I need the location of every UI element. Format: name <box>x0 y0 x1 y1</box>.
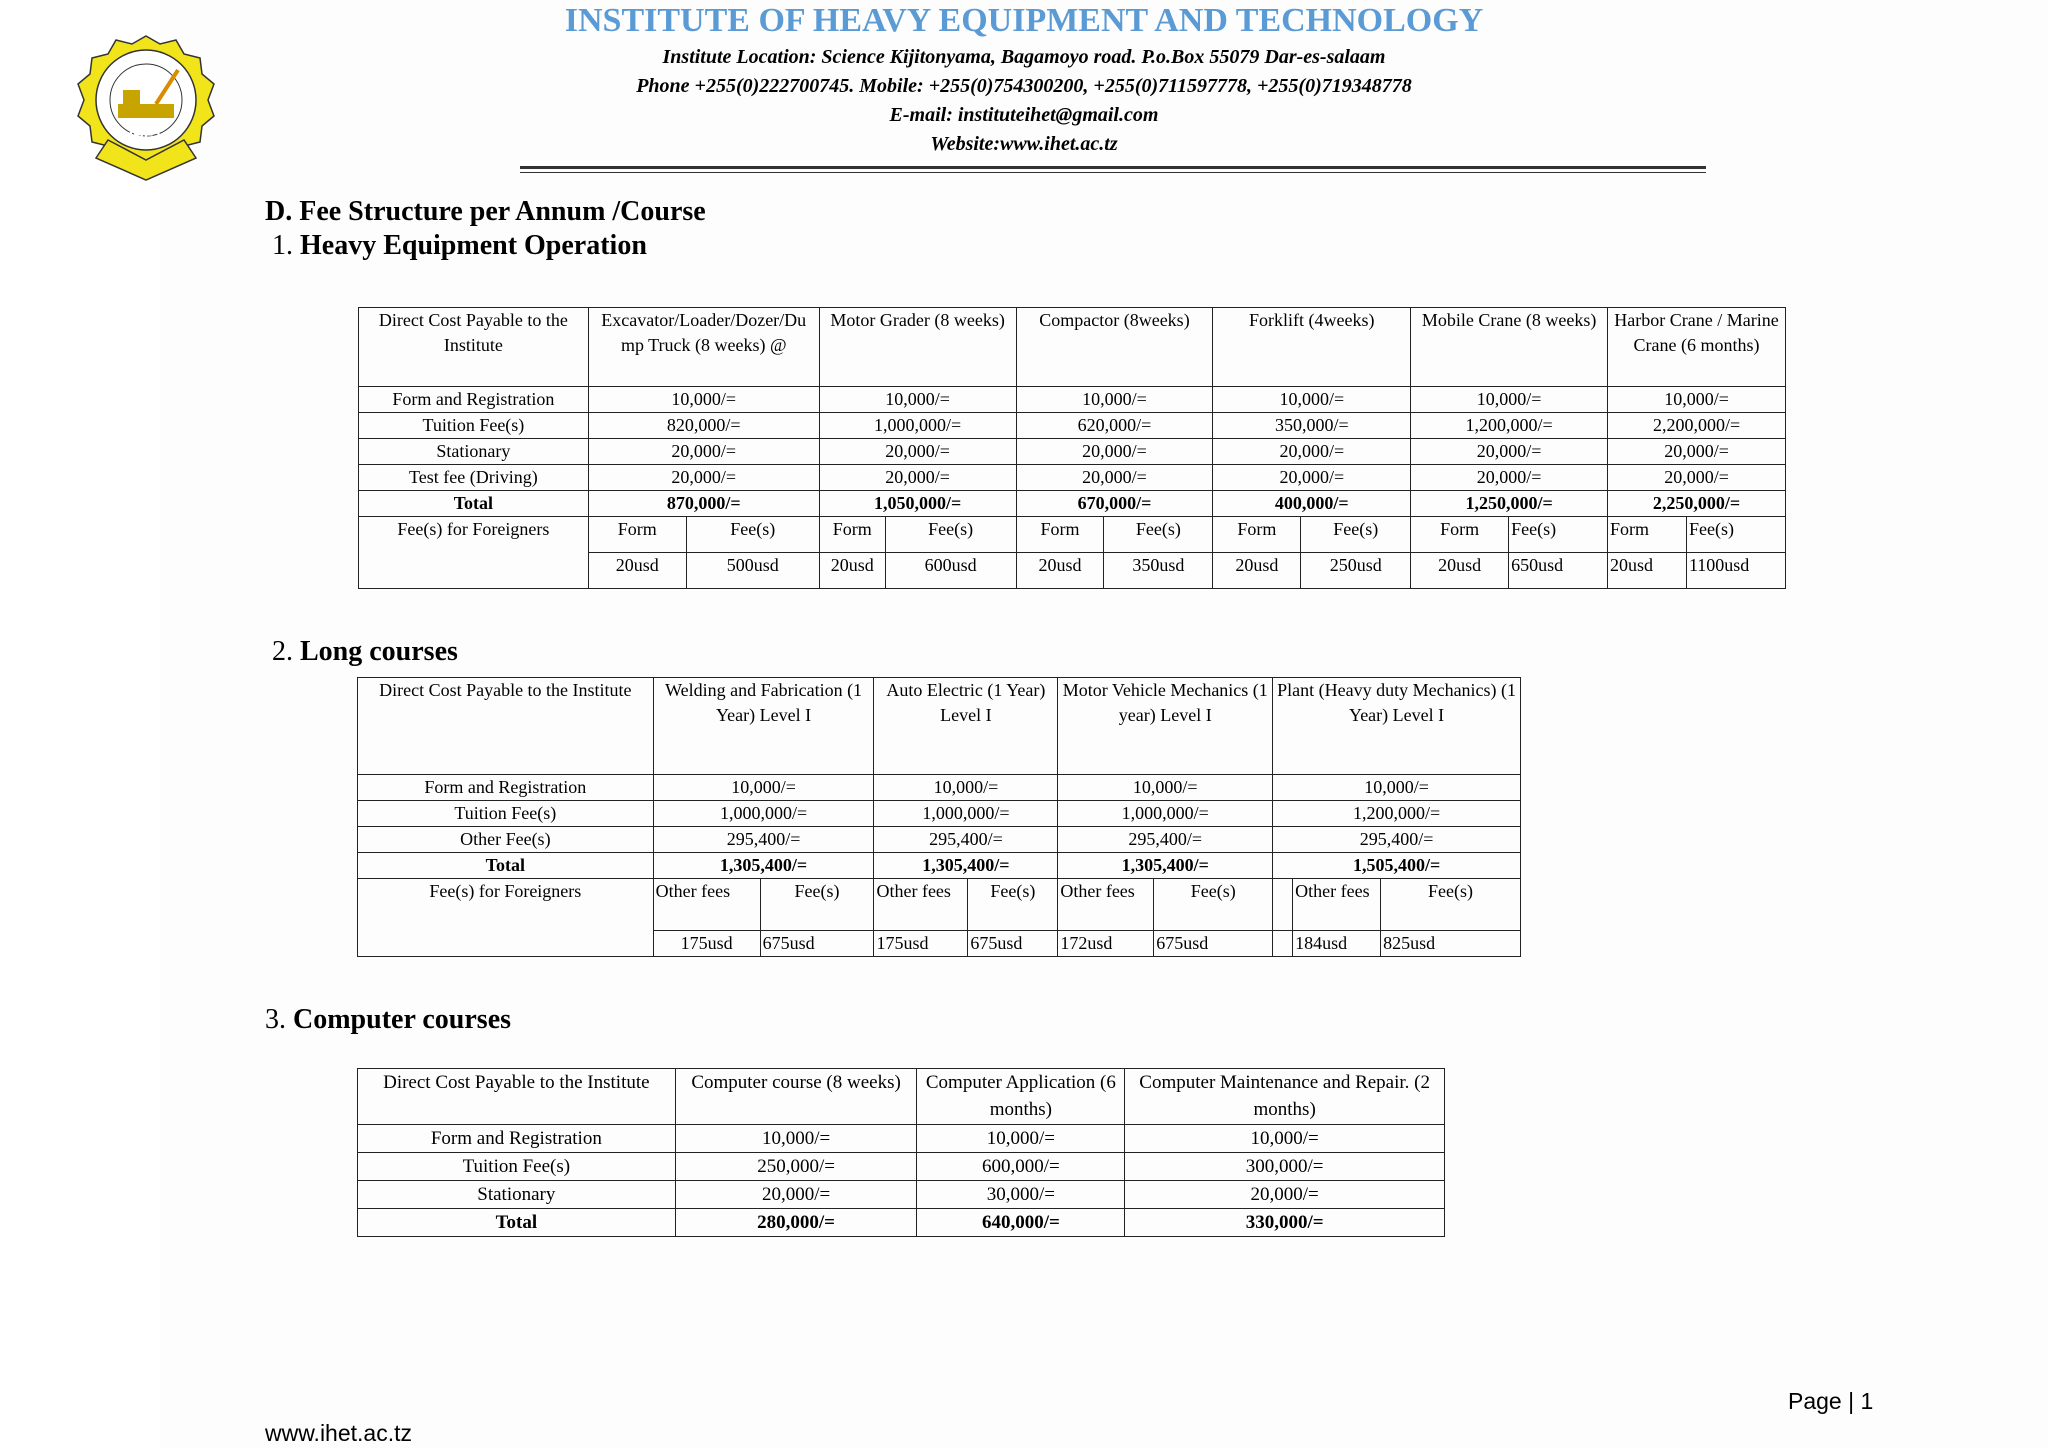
fee-cell: 295,400/= <box>1058 827 1273 853</box>
fee-cell: 10,000/= <box>653 775 874 801</box>
foreign-course-fee: 500usd <box>686 553 819 589</box>
computer-title: Computer courses <box>293 1004 512 1035</box>
institute-location: Institute Location: Science Kijitonyama, Bagamoyo road. P.o.Box 55079 Dar-es-salaam <box>662 46 1386 68</box>
heavy-title: Heavy Equipment Operation <box>300 230 647 261</box>
computer-fee-table <box>357 1068 1445 1237</box>
foreign-fee-head: Fee(s) <box>686 517 819 553</box>
course-header: Computer course (8 weeks) <box>675 1069 917 1125</box>
institute-title: INSTITUTE OF HEAVY EQUIPMENT AND TECHNOLOGY <box>564 2 1484 39</box>
row-label: Stationary <box>358 1181 676 1209</box>
total-cell: 640,000/= <box>917 1209 1125 1237</box>
total-cell: 330,000/= <box>1125 1209 1445 1237</box>
foreign-form-fee: 20usd <box>1411 553 1509 589</box>
table-row <box>359 387 1786 413</box>
fee-cell: 20,000/= <box>1125 1181 1445 1209</box>
computer-number: 3. <box>265 1004 286 1035</box>
table-row <box>358 775 1521 801</box>
foreign-course-fee: 350usd <box>1104 553 1213 589</box>
total-row <box>358 1209 1445 1237</box>
foreign-course-fee: 1100usd <box>1686 553 1785 589</box>
fee-cell: 300,000/= <box>1125 1153 1445 1181</box>
fee-cell: 1,200,000/= <box>1411 413 1608 439</box>
total-label: Total <box>359 491 589 517</box>
foreign-fee-head: Fee(s) <box>885 517 1016 553</box>
foreign-label: Fee(s) for Foreigners <box>359 517 589 589</box>
fee-cell: 620,000/= <box>1016 413 1213 439</box>
fee-cell: 10,000/= <box>1608 387 1786 413</box>
table-row <box>359 439 1786 465</box>
table-header-row <box>359 308 1786 387</box>
fee-cell: 10,000/= <box>1273 775 1521 801</box>
footer-website: www.ihet.ac.tz <box>265 1420 412 1446</box>
total-cell: 280,000/= <box>675 1209 917 1237</box>
total-row <box>358 853 1521 879</box>
row-label: Stationary <box>359 439 589 465</box>
long-title: Long courses <box>300 636 458 667</box>
fee-cell: 250,000/= <box>675 1153 917 1181</box>
course-header: Auto Electric (1 Year) Level I <box>874 678 1058 775</box>
table-header-row <box>358 1069 1445 1125</box>
fee-cell: 600,000/= <box>917 1153 1125 1181</box>
fee-cell: 20,000/= <box>1213 465 1411 491</box>
fee-cell: 10,000/= <box>819 387 1016 413</box>
total-cell: 670,000/= <box>1016 491 1213 517</box>
fee-cell: 820,000/= <box>588 413 819 439</box>
table-row <box>358 827 1521 853</box>
foreign-form-head: Form <box>819 517 885 553</box>
total-cell: 870,000/= <box>588 491 819 517</box>
course-header: Forklift (4weeks) <box>1213 308 1411 387</box>
fee-cell: 295,400/= <box>1273 827 1521 853</box>
fee-cell: 20,000/= <box>675 1181 917 1209</box>
fee-cell: 10,000/= <box>1016 387 1213 413</box>
fee-cell: 20,000/= <box>819 439 1016 465</box>
header-rule <box>520 166 1706 169</box>
fee-cell: 10,000/= <box>1058 775 1273 801</box>
header-label: Direct Cost Payable to the Institute <box>359 308 589 387</box>
table-row <box>359 413 1786 439</box>
table-row <box>358 1153 1445 1181</box>
foreign-course-fee: 675usd <box>968 931 1058 957</box>
total-cell: 1,305,400/= <box>1058 853 1273 879</box>
foreign-form-head: Form <box>1016 517 1104 553</box>
row-label: Tuition Fee(s) <box>358 1153 676 1181</box>
foreign-fee-head: Fee(s) <box>760 879 874 931</box>
foreign-other-fee: 172usd <box>1058 931 1154 957</box>
foreign-other-head: Other fees <box>653 879 760 931</box>
fee-cell: 10,000/= <box>917 1125 1125 1153</box>
long-heading <box>272 636 458 668</box>
fee-cell: 10,000/= <box>874 775 1058 801</box>
header-label: Direct Cost Payable to the Institute <box>358 1069 676 1125</box>
fee-cell: 20,000/= <box>819 465 1016 491</box>
foreign-head-row <box>358 879 1521 931</box>
fee-cell: 20,000/= <box>1016 465 1213 491</box>
fee-cell: 1,200,000/= <box>1273 801 1521 827</box>
foreign-fee-head: Fee(s) <box>1509 517 1608 553</box>
foreign-fee-head: Fee(s) <box>1381 879 1521 931</box>
table-header-row <box>358 678 1521 775</box>
course-header: Harbor Crane / Marine Crane (6 months) <box>1608 308 1786 387</box>
total-cell: 1,250,000/= <box>1411 491 1608 517</box>
foreign-form-fee: 20usd <box>588 553 686 589</box>
computer-heading <box>265 1004 511 1036</box>
row-label: Form and Registration <box>358 1125 676 1153</box>
fee-cell: 20,000/= <box>1213 439 1411 465</box>
fee-cell: 1,000,000/= <box>874 801 1058 827</box>
fee-cell: 10,000/= <box>588 387 819 413</box>
foreign-other-fee: 184usd <box>1293 931 1381 957</box>
fee-cell: 1,000,000/= <box>653 801 874 827</box>
foreign-fee-head: Fee(s) <box>1154 879 1273 931</box>
total-label: Total <box>358 1209 676 1237</box>
foreign-fee-head: Fee(s) <box>1104 517 1213 553</box>
fee-cell: 1,000,000/= <box>819 413 1016 439</box>
foreign-fee-head: Fee(s) <box>968 879 1058 931</box>
long-number: 2. <box>272 636 293 667</box>
course-header: Computer Maintenance and Repair. (2 months) <box>1125 1069 1445 1125</box>
fee-cell: 20,000/= <box>588 439 819 465</box>
foreign-spacer <box>1273 879 1293 931</box>
fee-cell: 295,400/= <box>874 827 1058 853</box>
logo-text: IHET <box>128 127 164 144</box>
fee-cell: 20,000/= <box>1411 439 1608 465</box>
foreign-other-head: Other fees <box>1058 879 1154 931</box>
total-row <box>359 491 1786 517</box>
header-rule-thin <box>520 172 1706 173</box>
course-header: Computer Application (6 months) <box>917 1069 1125 1125</box>
fee-cell: 10,000/= <box>675 1125 917 1153</box>
foreign-other-head: Other fees <box>874 879 968 931</box>
table-row <box>358 801 1521 827</box>
fee-cell: 350,000/= <box>1213 413 1411 439</box>
foreign-course-fee: 650usd <box>1509 553 1608 589</box>
fee-cell: 20,000/= <box>1608 439 1786 465</box>
course-header: Plant (Heavy duty Mechanics) (1 Year) Level I <box>1273 678 1521 775</box>
page-number: Page | 1 <box>1788 1388 1874 1414</box>
foreign-fee-head: Fee(s) <box>1301 517 1411 553</box>
foreign-form-fee: 20usd <box>819 553 885 589</box>
fee-cell: 295,400/= <box>653 827 874 853</box>
row-label: Tuition Fee(s) <box>358 801 654 827</box>
course-header: Welding and Fabrication (1 Year) Level I <box>653 678 874 775</box>
fee-cell: 2,200,000/= <box>1608 413 1786 439</box>
foreign-form-fee: 20usd <box>1016 553 1104 589</box>
table-row <box>359 465 1786 491</box>
institute-phone: Phone +255(0)222700745. Mobile: +255(0)754300200, +255(0)711597778, +255(0)719348778 <box>636 75 1412 97</box>
course-header: Compactor (8weeks) <box>1016 308 1213 387</box>
foreign-course-fee: 600usd <box>885 553 1016 589</box>
fee-cell: 20,000/= <box>588 465 819 491</box>
foreign-other-fee: 175usd <box>874 931 968 957</box>
row-label: Tuition Fee(s) <box>359 413 589 439</box>
heavy-number: 1. <box>272 230 293 261</box>
long-fee-table <box>357 677 1521 957</box>
total-cell: 400,000/= <box>1213 491 1411 517</box>
heavy-heading <box>272 230 647 262</box>
row-label: Test fee (Driving) <box>359 465 589 491</box>
foreign-form-fee: 20usd <box>1608 553 1687 589</box>
foreign-spacer <box>1273 931 1293 957</box>
foreign-course-fee: 250usd <box>1301 553 1411 589</box>
total-cell: 1,505,400/= <box>1273 853 1521 879</box>
foreign-course-fee: 675usd <box>1154 931 1273 957</box>
fee-cell: 20,000/= <box>1411 465 1608 491</box>
table-row <box>358 1181 1445 1209</box>
course-header: Motor Grader (8 weeks) <box>819 308 1016 387</box>
foreign-form-head: Form <box>1411 517 1509 553</box>
total-cell: 1,050,000/= <box>819 491 1016 517</box>
foreign-course-fee: 675usd <box>760 931 874 957</box>
fee-cell: 10,000/= <box>1411 387 1608 413</box>
institute-email: E-mail: instituteihet@gmail.com <box>889 104 1159 126</box>
fee-cell: 10,000/= <box>1125 1125 1445 1153</box>
foreign-other-fee: 175usd <box>653 931 760 957</box>
course-header: Mobile Crane (8 weeks) <box>1411 308 1608 387</box>
foreign-form-fee: 20usd <box>1213 553 1301 589</box>
fee-cell: 20,000/= <box>1608 465 1786 491</box>
fee-cell: 20,000/= <box>1016 439 1213 465</box>
row-label: Form and Registration <box>359 387 589 413</box>
foreign-form-head: Form <box>1608 517 1687 553</box>
total-label: Total <box>358 853 654 879</box>
course-header: Excavator/Loader/Dozer/Du mp Truck (8 weeks) @ <box>588 308 819 387</box>
row-label: Other Fee(s) <box>358 827 654 853</box>
heavy-fee-table <box>358 307 1786 589</box>
institute-website: Website:www.ihet.ac.tz <box>930 133 1118 155</box>
total-cell: 1,305,400/= <box>874 853 1058 879</box>
total-cell: 2,250,000/= <box>1608 491 1786 517</box>
row-label: Form and Registration <box>358 775 654 801</box>
header-label: Direct Cost Payable to the Institute <box>358 678 654 775</box>
foreign-label: Fee(s) for Foreigners <box>358 879 654 957</box>
fee-cell: 1,000,000/= <box>1058 801 1273 827</box>
foreign-form-head: Form <box>1213 517 1301 553</box>
foreign-head-row <box>359 517 1786 553</box>
table-row <box>358 1125 1445 1153</box>
total-cell: 1,305,400/= <box>653 853 874 879</box>
foreign-fee-head: Fee(s) <box>1686 517 1785 553</box>
foreign-form-head: Form <box>588 517 686 553</box>
section-title: D. Fee Structure per Annum /Course <box>265 196 706 227</box>
fee-cell: 10,000/= <box>1213 387 1411 413</box>
foreign-course-fee: 825usd <box>1381 931 1521 957</box>
course-header: Motor Vehicle Mechanics (1 year) Level I <box>1058 678 1273 775</box>
fee-cell: 30,000/= <box>917 1181 1125 1209</box>
foreign-other-head: Other fees <box>1293 879 1381 931</box>
